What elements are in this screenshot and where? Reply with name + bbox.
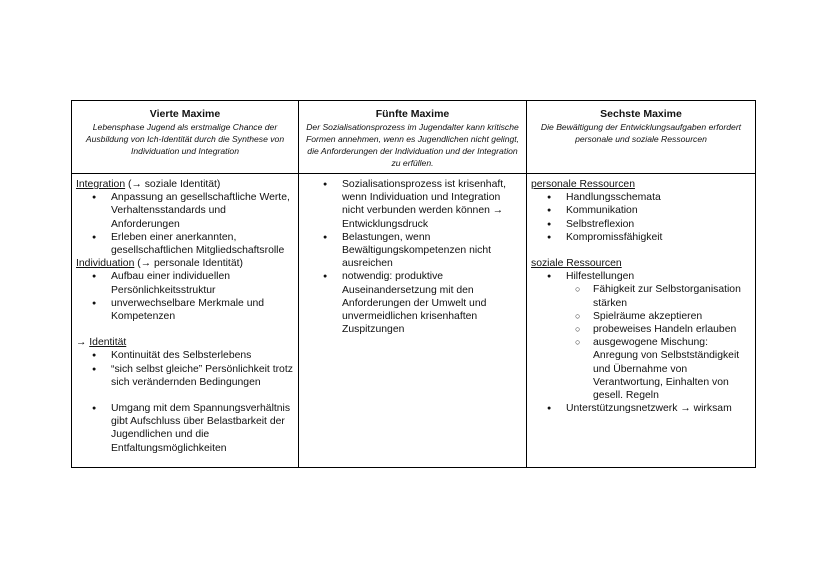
header-cell-6 <box>527 101 756 174</box>
spacer <box>76 323 294 336</box>
individuation-list <box>76 270 294 323</box>
list-item: ● Aufbau einer individuellen Persönlichkeitsstruktur <box>76 270 294 296</box>
identitaet-list <box>76 349 294 389</box>
list-item: ● Umgang mit dem Spannungsverhältnis gibt Aufschluss über Belastbarkeit der Jugendlichen und die Entfaltungsmöglichkeiten <box>76 402 294 455</box>
column-title: Vierte Maxime <box>149 108 221 120</box>
header-row <box>72 101 756 174</box>
integration-suffix: (→ soziale Identität) <box>125 179 221 190</box>
maxime-table <box>71 100 756 468</box>
sub-list-item: ○ ausgewogene Mischung: Anregung von Selbstständigkeit und Übernahme von Verantwortung, Einhalten von gesell. Regeln <box>531 336 751 402</box>
integration-heading: Integration <box>76 179 126 190</box>
arrow-icon: → <box>76 337 90 349</box>
column-subtitle: Lebensphase Jugend als erstmalige Chance der Ausbildung von Ich-Identität durch die Synthese von Individuation und Integration <box>85 122 285 156</box>
header-cell-4 <box>72 101 299 174</box>
sub-list-item: ○ probeweises Handeln erlauben <box>531 323 751 336</box>
list-item: ● Kommunikation <box>531 204 751 217</box>
spacer <box>76 389 294 402</box>
social-resources-list <box>531 270 751 415</box>
personal-resources-heading: personale Ressourcen <box>531 179 635 190</box>
identitaet-heading: Identität <box>89 337 127 349</box>
list-item: ● Sozialisationsprozess ist krisenhaft, wenn Individuation und Integration nicht verbunden werden können → Entwicklungsdruck <box>303 178 522 231</box>
spannung-list <box>76 402 294 455</box>
column-title: Fünfte Maxime <box>375 108 450 120</box>
list-item: ● notwendig: produktive Auseinandersetzung mit den Anforderungen der Umwelt und unvermeidlichen krisenhaften Zuspitzungen <box>303 270 522 336</box>
content-cell-4 <box>72 174 299 468</box>
sub-list-item: ○ Fähigkeit zur Selbstorganisation stärken <box>531 283 751 309</box>
list-item: ● Unterstützungsnetzwerk → wirksam <box>531 402 751 415</box>
content-cell-5 <box>299 174 527 468</box>
personal-resources-list <box>531 191 751 244</box>
list-item: ● Erleben einer anerkannten, gesellschaftlichen Mitgliedschaftsrolle <box>76 231 294 257</box>
list-item: ● Hilfestellungen <box>531 270 751 283</box>
content-cell-6 <box>527 174 756 468</box>
individuation-line <box>76 257 294 270</box>
content-row <box>72 174 756 468</box>
list-item: ● Kontinuität des Selbsterlebens <box>76 349 294 362</box>
integration-line <box>76 178 294 191</box>
integration-list <box>76 191 294 257</box>
spacer <box>531 244 751 257</box>
sub-list-item: ○ Spielräume akzeptieren <box>531 310 751 323</box>
list-item: ● unverwechselbare Merkmale und Kompetenzen <box>76 297 294 323</box>
social-resources-heading: soziale Ressourcen <box>531 258 622 270</box>
header-cell-5 <box>299 101 527 174</box>
identitaet-line <box>76 336 294 349</box>
list-item: ● Handlungsschemata <box>531 191 751 204</box>
list-item: ● Selbstreflexion <box>531 218 751 231</box>
list-item: ● Kompromissfähigkeit <box>531 231 751 244</box>
individuation-suffix: (→ personale Identität) <box>134 258 243 270</box>
column-subtitle: Der Sozialisationsprozess im Jugendalter kann kritische Formen annehmen, wenn es Jugendlichen nicht gelingt, die Anforderungen der Individuation und der Integration zu erfüllen. <box>305 122 520 168</box>
column-subtitle: Die Bewältigung der Entwicklungsaufgaben erfordert personale und soziale Ressourcen <box>540 122 742 144</box>
list-item: ● Belastungen, wenn Bewältigungskompetenzen nicht ausreichen <box>303 231 522 271</box>
list-item: ● Anpassung an gesellschaftliche Werte, Verhaltensstandards und Anforderungen <box>76 191 294 231</box>
individuation-heading: Individuation <box>76 258 135 270</box>
krise-list <box>303 178 522 336</box>
column-title: Sechste Maxime <box>600 108 682 120</box>
list-item: ● “sich selbst gleiche” Persönlichkeit trotz sich verändernden Bedingungen <box>76 363 294 389</box>
